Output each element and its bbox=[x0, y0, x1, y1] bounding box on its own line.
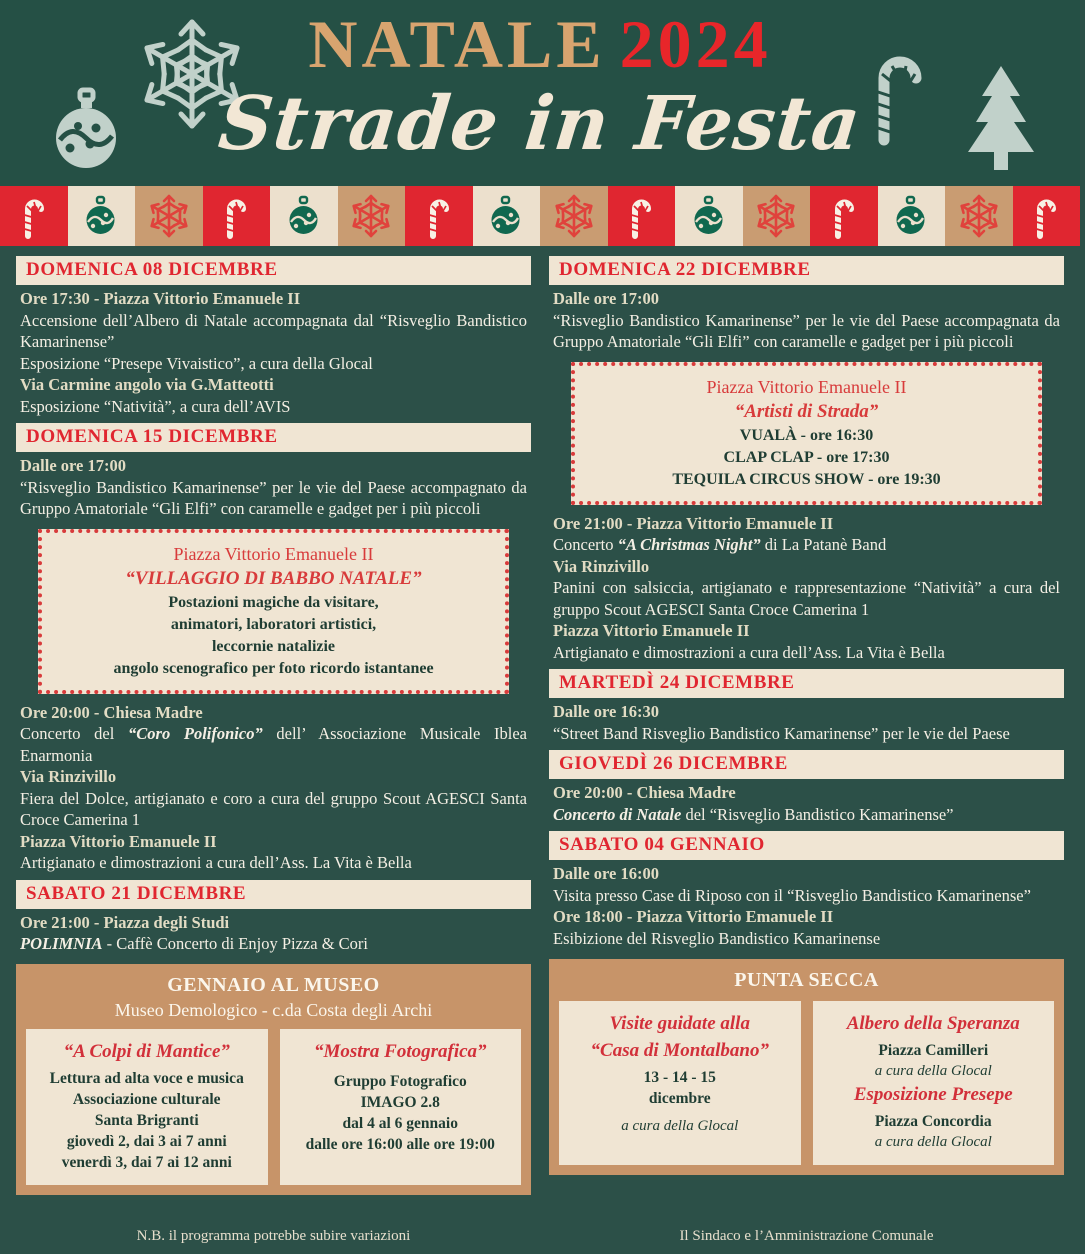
event-text: Concerto del bbox=[20, 724, 129, 743]
date-header-dec08: DOMENICA 08 DICEMBRE bbox=[16, 256, 531, 285]
ornament-icon bbox=[84, 196, 118, 236]
ribbon-tile bbox=[878, 186, 946, 246]
ribbon-tile bbox=[473, 186, 541, 246]
event-detail: Accensione dell’Albero di Natale accompagnata dal “Risveglio Bandistico Kamarinense” bbox=[20, 310, 527, 351]
snowflake-icon bbox=[958, 194, 1000, 238]
highlight-item: CLAP CLAP - ore 17:30 bbox=[723, 448, 890, 466]
ribbon-tile bbox=[68, 186, 136, 246]
event-time-place: Ore 20:00 - Chiesa Madre bbox=[20, 702, 203, 722]
panel-punta-secca bbox=[549, 959, 1064, 1175]
left-column bbox=[16, 256, 531, 1226]
card-place: Piazza Camilleri bbox=[878, 1042, 989, 1059]
date-header-dec26: GIOVEDÌ 26 DICEMBRE bbox=[549, 750, 1064, 779]
candy-cane-icon bbox=[223, 193, 249, 239]
ribbon-tile bbox=[203, 186, 271, 246]
ribbon-tile bbox=[540, 186, 608, 246]
card-title: “A Colpi di Mantice” bbox=[63, 1040, 230, 1062]
candy-cane-icon bbox=[831, 193, 857, 239]
panel-title: PUNTA SECCA bbox=[734, 969, 879, 991]
event-text: di La Patanè Band bbox=[760, 535, 887, 554]
event-detail: Visita presso Case di Riposo con il “Risveglio Bandistico Kamarinense” bbox=[553, 885, 1031, 905]
event-detail: Esposizione “Presepe Vivaistico”, a cura della Glocal bbox=[20, 353, 373, 373]
event-detail bbox=[16, 723, 531, 766]
event-detail: “Risveglio Bandistico Kamarinense” per le vie del Paese accompagnata da Gruppo Amatoriale “Gli Elfi” con caramelle e gadget per i più piccoli bbox=[553, 310, 1060, 351]
panel-title: GENNAIO AL MUSEO bbox=[167, 973, 380, 996]
highlight-place: Piazza Vittorio Emanuele II bbox=[173, 543, 374, 564]
panel-cards bbox=[26, 1029, 521, 1185]
event-detail: Fiera del Dolce, artigianato e coro a cura del gruppo Scout AGESCI Santa Croce Camerina 1 bbox=[20, 788, 527, 829]
footnote-signature: Il Sindaco e l’Amministrazione Comunale bbox=[679, 1228, 934, 1244]
card-casa-di-montalbano bbox=[559, 1001, 801, 1165]
event-time: Dalle ore 17:00 bbox=[20, 456, 127, 475]
highlight-item: angolo scenografico per foto ricordo istantanee bbox=[113, 659, 434, 677]
card-line: giovedì 2, dai 3 ai 7 anni bbox=[66, 1132, 227, 1150]
card-title-presepe: Esposizione Presepe bbox=[853, 1084, 1013, 1105]
event-emphasis: POLIMNIA bbox=[20, 934, 103, 953]
event-text: Concerto bbox=[553, 535, 618, 554]
candy-cane-icon bbox=[872, 34, 924, 144]
highlight-item: animatori, laboratori artistici, bbox=[170, 615, 377, 633]
ribbon-tile bbox=[135, 186, 203, 246]
card-title-line2: “Casa di Montalbano” bbox=[590, 1040, 769, 1061]
event-emphasis: Concerto di Natale bbox=[553, 804, 682, 824]
highlight-title: “Artisti di Strada” bbox=[734, 400, 879, 422]
ribbon-tile bbox=[810, 186, 878, 246]
ribbon-tile bbox=[945, 186, 1013, 246]
ribbon-tile bbox=[270, 186, 338, 246]
card-albero-presepe bbox=[813, 1001, 1055, 1165]
right-column bbox=[549, 256, 1064, 1226]
event-time: Dalle ore 17:00 bbox=[553, 289, 660, 308]
candy-cane-icon bbox=[21, 193, 47, 239]
candy-cane-icon bbox=[426, 193, 452, 239]
footnote-program: N.B. il programma potrebbe subire variazioni bbox=[136, 1228, 411, 1244]
highlight-item: VUALÀ - ore 16:30 bbox=[739, 426, 874, 444]
event-place: Piazza Vittorio Emanuele II bbox=[20, 831, 217, 851]
event-detail: “Risveglio Bandistico Kamarinense” per le vie del Paese accompagnato da Gruppo Amatoriale “Gli Elfi” con caramelle e gadget per i più piccoli bbox=[20, 477, 527, 518]
event-detail: Artigianato e dimostrazioni a cura dell’Ass. La Vita è Bella bbox=[20, 853, 412, 872]
ribbon-tile bbox=[675, 186, 743, 246]
snowflake-icon bbox=[350, 194, 392, 238]
event-place: Via Rinzivillo bbox=[20, 767, 117, 786]
decorative-ribbon bbox=[0, 186, 1080, 246]
highlight-box-villaggio bbox=[38, 529, 509, 694]
poster-footer bbox=[0, 1226, 1080, 1254]
event-detail: “Street Band Risveglio Bandistico Kamarinense” per le vie del Paese bbox=[553, 723, 1010, 743]
event-time-place: Ore 18:00 - Piazza Vittorio Emanuele II bbox=[553, 907, 834, 926]
ornament-icon bbox=[692, 196, 726, 236]
highlight-title: “VILLAGGIO DI BABBO NATALE” bbox=[125, 567, 422, 589]
card-line: 13 - 14 - 15 bbox=[643, 1069, 716, 1086]
event-time-place: Ore 21:00 - Piazza Vittorio Emanuele II bbox=[553, 513, 834, 533]
event-emphasis: “A Christmas Night” bbox=[617, 535, 761, 554]
event-text: dell’ Associazione Musicale Iblea Enarmonia bbox=[20, 724, 527, 765]
ribbon-tile bbox=[338, 186, 406, 246]
poster-header bbox=[0, 0, 1080, 186]
card-line: dicembre bbox=[648, 1090, 711, 1107]
panel-gennaio-al-museo bbox=[16, 964, 531, 1195]
snowflake-icon bbox=[553, 194, 595, 238]
panel-cards bbox=[559, 1001, 1054, 1165]
card-line: venerdì 3, dai 7 ai 12 anni bbox=[61, 1153, 232, 1171]
event-time-place: Ore 20:00 - Chiesa Madre bbox=[553, 783, 736, 802]
title-natale: NATALE bbox=[308, 6, 606, 82]
ribbon-tile bbox=[0, 186, 68, 246]
candy-cane-icon bbox=[628, 193, 654, 239]
event-detail bbox=[16, 933, 531, 955]
event-place: Via Rinzivillo bbox=[553, 556, 650, 576]
highlight-box-artisti-di-strada bbox=[571, 362, 1042, 505]
date-header-dec22: DOMENICA 22 DICEMBRE bbox=[549, 256, 1064, 285]
ribbon-tile bbox=[1013, 186, 1081, 246]
event-text: - Caffè Concerto di Enjoy Pizza & Cori bbox=[102, 934, 368, 953]
ornament-icon bbox=[489, 196, 523, 236]
event-detail: Panini con salsiccia, artigianato e rappresentazione “Natività” a cura del gruppo Scout AGESCI Santa Croce Camerina 1 bbox=[553, 578, 1060, 619]
date-header-jan04: SABATO 04 GENNAIO bbox=[549, 831, 1064, 860]
card-line: Santa Brigranti bbox=[94, 1111, 199, 1129]
card-credit: a cura della Glocal bbox=[621, 1118, 739, 1134]
event-time: Dalle ore 16:30 bbox=[553, 702, 660, 721]
ribbon-tile bbox=[608, 186, 676, 246]
card-line: dalle ore 16:00 alle ore 19:00 bbox=[305, 1135, 495, 1153]
poster-subtitle: Strade in Festa bbox=[214, 81, 866, 167]
card-title-line1: Visite guidate alla bbox=[609, 1013, 750, 1034]
card-title: “Mostra Fotografica” bbox=[313, 1040, 487, 1062]
card-line: dal 4 al 6 gennaio bbox=[342, 1114, 458, 1132]
christmas-tree-icon bbox=[958, 62, 1044, 174]
date-header-dec24: MARTEDÌ 24 DICEMBRE bbox=[549, 669, 1064, 698]
card-mostra-fotografica bbox=[280, 1029, 522, 1185]
ornament-icon bbox=[894, 196, 928, 236]
ornament-icon bbox=[287, 196, 321, 236]
title-year: 2024 bbox=[619, 6, 772, 82]
event-text: del “Risveglio Bandistico Kamarinense” bbox=[681, 804, 954, 824]
snowflake-icon bbox=[755, 194, 797, 238]
event-place: Via Carmine angolo via G.Matteotti bbox=[20, 375, 274, 394]
ribbon-tile bbox=[743, 186, 811, 246]
date-header-dec21: SABATO 21 DICEMBRE bbox=[16, 880, 531, 909]
card-line: Gruppo Fotografico bbox=[333, 1072, 467, 1090]
card-place: Piazza Concordia bbox=[874, 1113, 992, 1130]
candy-cane-icon bbox=[1033, 193, 1059, 239]
card-a-colpi-di-mantice bbox=[26, 1029, 268, 1185]
highlight-place: Piazza Vittorio Emanuele II bbox=[706, 376, 907, 397]
event-emphasis: “Coro Polifonico” bbox=[128, 724, 263, 743]
event-time: Dalle ore 16:00 bbox=[553, 864, 660, 883]
event-time-place: Ore 17:30 - Piazza Vittorio Emanuele II bbox=[20, 289, 301, 308]
date-header-dec15: DOMENICA 15 DICEMBRE bbox=[16, 423, 531, 452]
highlight-item: leccornie natalizie bbox=[211, 637, 336, 655]
card-line: IMAGO 2.8 bbox=[360, 1093, 440, 1111]
event-detail: Esibizione del Risveglio Bandistico Kamarinense bbox=[553, 928, 881, 948]
event-place: Piazza Vittorio Emanuele II bbox=[553, 621, 750, 640]
ribbon-tile bbox=[405, 186, 473, 246]
event-detail bbox=[549, 534, 1064, 556]
event-detail: Esposizione “Natività”, a cura dell’AVIS bbox=[20, 396, 291, 416]
poster-body bbox=[0, 246, 1080, 1226]
card-line: Associazione culturale bbox=[72, 1090, 221, 1108]
highlight-item: TEQUILA CIRCUS SHOW - ore 19:30 bbox=[672, 470, 941, 488]
event-detail bbox=[549, 804, 1064, 826]
card-title-albero: Albero della Speranza bbox=[846, 1013, 1020, 1034]
event-detail: Artigianato e dimostrazioni a cura dell’Ass. La Vita è Bella bbox=[553, 642, 945, 662]
card-credit: a cura della Glocal bbox=[874, 1134, 992, 1150]
highlight-item: Postazioni magiche da visitare, bbox=[168, 593, 379, 611]
card-line: Lettura ad alta voce e musica bbox=[49, 1069, 244, 1087]
panel-subtitle: Museo Demologico - c.da Costa degli Archi bbox=[114, 999, 433, 1020]
snowflake-icon bbox=[148, 194, 190, 238]
event-time-place: Ore 21:00 - Piazza degli Studi bbox=[20, 912, 230, 932]
card-credit: a cura della Glocal bbox=[874, 1063, 992, 1079]
